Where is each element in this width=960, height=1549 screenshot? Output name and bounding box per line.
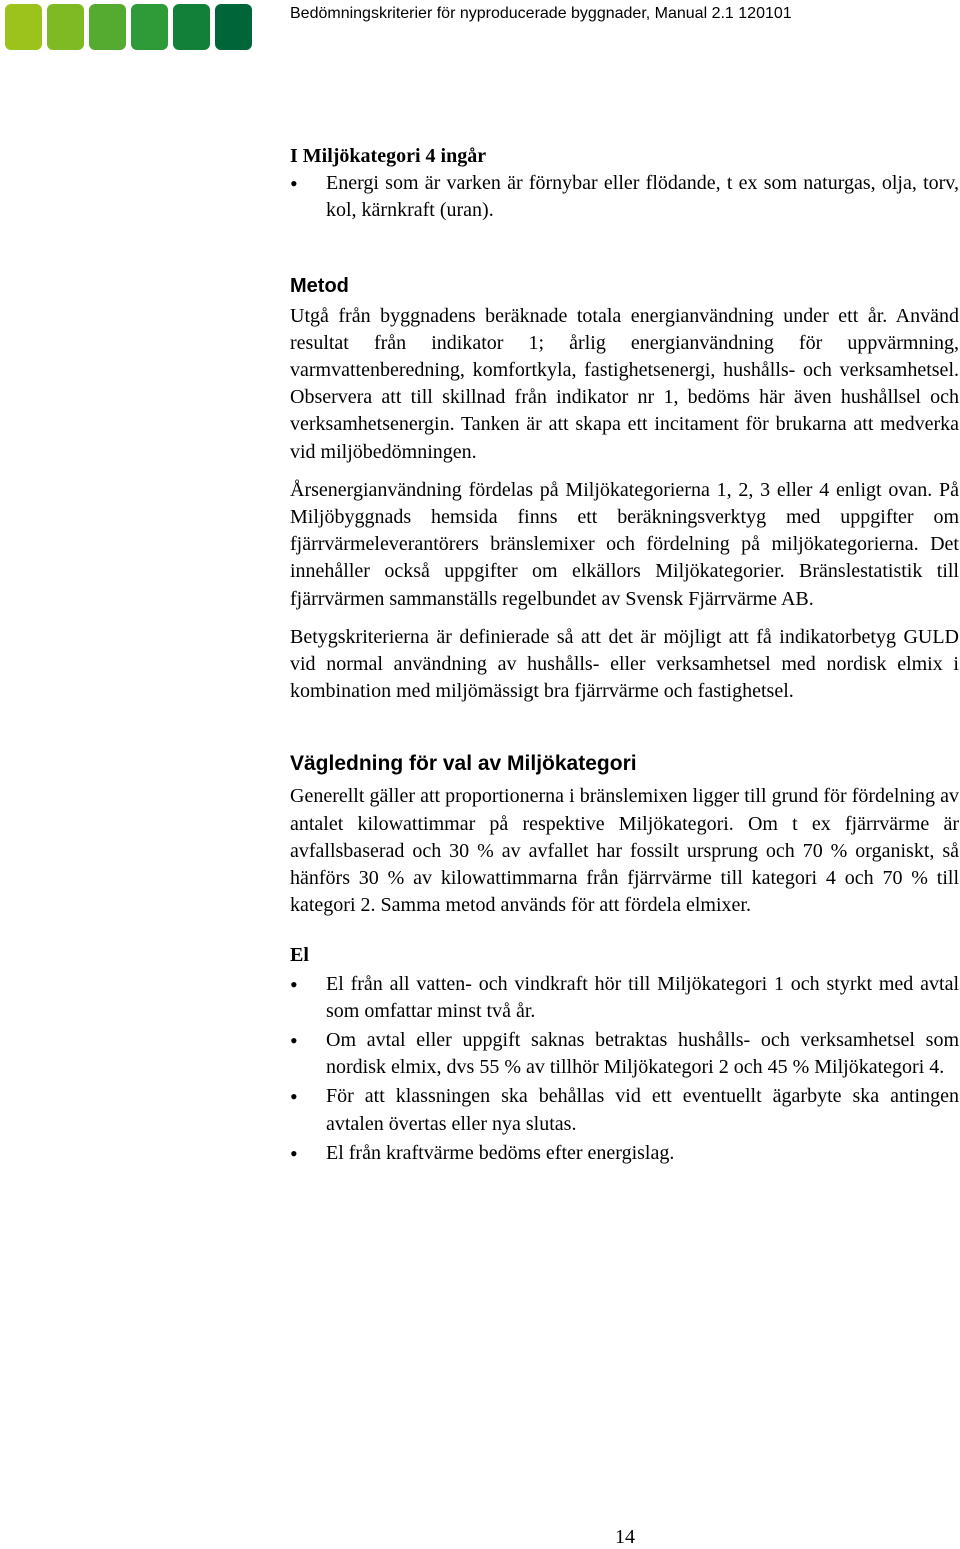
logo-square-1 — [5, 4, 42, 50]
category4-heading: I Miljökategori 4 ingår — [290, 145, 487, 167]
method-paragraph: Utgå från byggnadens beräknade totala energianvändning under ett år. Använd resultat från indikator 1; årlig energianvändning för uppvärmning, varmvattenberedning, komfortkyla, fastighetsenergi, hushålls- och verksamhetsel. Observera att till skillnad från indikator nr 1, bedöms här även hushållsel och verksamhetsenergin. Tanken är att skapa ett incitament för brukarna att medverka vid miljöbedömningen. — [290, 304, 959, 463]
list-item: • El från all vatten- och vindkraft hör till Miljökategori 1 och styrkt med avtal som omfattar minst två år. — [290, 971, 959, 1025]
logo-square-4 — [131, 4, 168, 50]
page-header: Bedömningskriterier för nyproducerade byggnader, Manual 2.1 120101 — [290, 5, 792, 22]
logo-square-2 — [47, 4, 84, 50]
guidance-heading: Vägledning för val av Miljökategori — [290, 752, 637, 776]
method-paragraph: Årsenergianvändning fördelas på Miljökategorierna 1, 2, 3 eller 4 enligt ovan. På Miljöbyggnads hemsida finns ett beräkningsverktyg med uppgifter om fjärrvärmeleverantörers bränslemixer och fördelning på miljökategorierna. Det innehåller också uppgifter om elkällors Miljökategorier. Bränslestatistik till fjärrvärmen sammanställs regelbundet av Svensk Fjärrvärme AB. — [290, 478, 959, 610]
el-list — [290, 971, 959, 1167]
list-item: • Energi som är varken är förnybar eller flödande, t ex som naturgas, olja, torv, kol, kärnkraft (uran). — [290, 170, 959, 224]
guidance-paragraph: Generellt gäller att proportionerna i bränslemixen ligger till grund för fördelning av antalet kilowattimmar på respektive Miljökategori. Om t ex fjärrvärme är avfallsbaserad och 30 % av avfallet har fossilt ursprung och 70 % organiskt, så hänförs 30 % av kilowattimmarna från fjärrvärme till kategori 4 och 70 % till kategori 2. Samma metod används för att fördela elmixer. — [290, 785, 959, 917]
logo-square-5 — [173, 4, 210, 50]
logo-square-3 — [89, 4, 126, 50]
method-heading: Metod — [290, 274, 349, 297]
list-item: • För att klassningen ska behållas vid ett eventuellt ägarbyte ska antingen avtalen övertas eller nya slutas. — [290, 1083, 959, 1137]
el-heading: El — [290, 944, 309, 967]
list-item: • Om avtal eller uppgift saknas betraktas hushålls- och verksamhetsel som nordisk elmix, dvs 55 % av tillhör Miljökategori 2 och 45 % Miljökategori 4. — [290, 1027, 959, 1081]
method-paragraph: Betygskriterierna är definierade så att det är möjligt att få indikatorbetyg GULD vid normal användning av hushålls- eller verksamhetsel med nordisk elmix i kombination med miljömässigt bra fjärrvärme och fastighetsel. — [290, 625, 959, 703]
logo-square-6 — [215, 4, 252, 50]
logo — [5, 4, 252, 50]
page-number: 14 — [615, 1526, 635, 1548]
document-body — [290, 143, 959, 1167]
list-item: • El från kraftvärme bedöms efter energislag. — [290, 1140, 959, 1167]
category4-list — [290, 170, 959, 224]
